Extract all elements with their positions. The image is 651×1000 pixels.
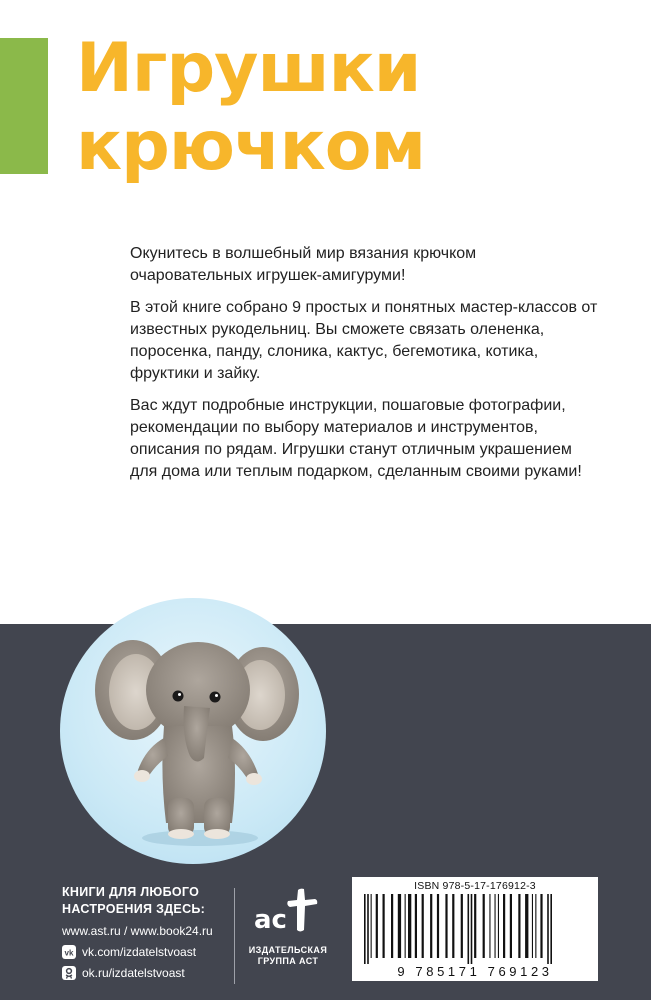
barcode-bar (489, 894, 490, 958)
logo-caption-line-1: ИЗДАТЕЛЬСКАЯ (248, 945, 328, 955)
barcode-bar (498, 894, 499, 958)
svg-text:vk: vk (64, 948, 74, 958)
barcode-bar (474, 894, 476, 958)
barcode-bar (415, 894, 417, 958)
barcode-bar (405, 894, 406, 958)
website-links[interactable]: www.ast.ru / www.book24.ru (62, 924, 213, 938)
info-heading-line-1: КНИГИ ДЛЯ ЛЮБОГО (62, 885, 200, 899)
barcode-bar (471, 894, 473, 964)
barcode-bar (461, 894, 463, 958)
logo-caption (248, 945, 328, 967)
ok-icon (62, 966, 76, 980)
barcode-bar (525, 894, 528, 958)
book-description (130, 243, 600, 493)
barcode-bar (422, 894, 424, 958)
vk-link-row[interactable] (62, 944, 213, 960)
barcode-bar (483, 894, 485, 958)
barcode-bars (362, 894, 588, 964)
publisher-info (62, 884, 213, 981)
publisher-logo (248, 886, 328, 967)
barcode-bar (547, 894, 549, 964)
barcode-bar (391, 894, 393, 958)
barcode-bar (445, 894, 447, 958)
barcode-bar (503, 894, 505, 958)
accent-bar (0, 38, 48, 174)
ast-logo-icon (248, 886, 328, 938)
barcode-bar (468, 894, 470, 964)
info-heading-line-2: НАСТРОЕНИЯ ЗДЕСЬ: (62, 902, 206, 916)
isbn-label: ISBN 978-5-17-176912-3 (414, 880, 536, 892)
vk-icon (62, 945, 76, 959)
barcode-bar (452, 894, 454, 958)
ok-link[interactable]: ok.ru/izdatelstvoast (82, 966, 185, 980)
barcode-bar (364, 894, 366, 964)
barcode-bar (495, 894, 496, 958)
barcode-bar (367, 894, 369, 964)
barcode-bar (535, 894, 536, 958)
barcode-bar (408, 894, 411, 958)
elephant-photo (60, 598, 326, 864)
barcode-bar (383, 894, 385, 958)
barcode-bar (430, 894, 432, 958)
barcode-bar (437, 894, 439, 958)
ok-link-row[interactable] (62, 965, 213, 981)
barcode-bar (371, 894, 372, 958)
title-line-1: Игрушки (76, 29, 421, 108)
barcode-bar (540, 894, 542, 958)
barcode-bar (376, 894, 378, 958)
barcode-bar (550, 894, 552, 964)
barcode-bar (510, 894, 512, 958)
barcode-bar (518, 894, 520, 958)
description-paragraph: Окунитесь в волшебный мир вязания крючком очаровательных игрушек-амигуруми! (130, 245, 477, 284)
elephant-illustration (60, 598, 326, 864)
book-title (76, 30, 425, 186)
title-line-2: крючком (76, 107, 426, 186)
svg-text:ac: ac (254, 905, 287, 935)
info-heading (62, 884, 213, 918)
vk-link[interactable]: vk.com/izdatelstvoast (82, 945, 197, 959)
description-paragraph: Вас ждут подробные инструкции, пошаговые фотографии, рекомендации по выбору материалов и инструментов, описания по рядам. Игрушки станут отличным украшением для дома или теплым подарком, сделанным своими руками! (130, 397, 582, 480)
info-divider (234, 888, 235, 984)
logo-caption-line-2: ГРУППА АСТ (257, 956, 319, 966)
barcode-bar (532, 894, 533, 958)
description-paragraph: В этой книге собрано 9 простых и понятных мастер-классов от известных рукодельниц. Вы сможете связать олененка, поросенка, панду, слоника, кактус, бегемотика, котика, фруктики и зайку. (130, 299, 598, 382)
barcode-panel (352, 877, 598, 981)
barcode-bar (398, 894, 401, 958)
barcode-digits: 9 785171 769123 (397, 964, 553, 979)
